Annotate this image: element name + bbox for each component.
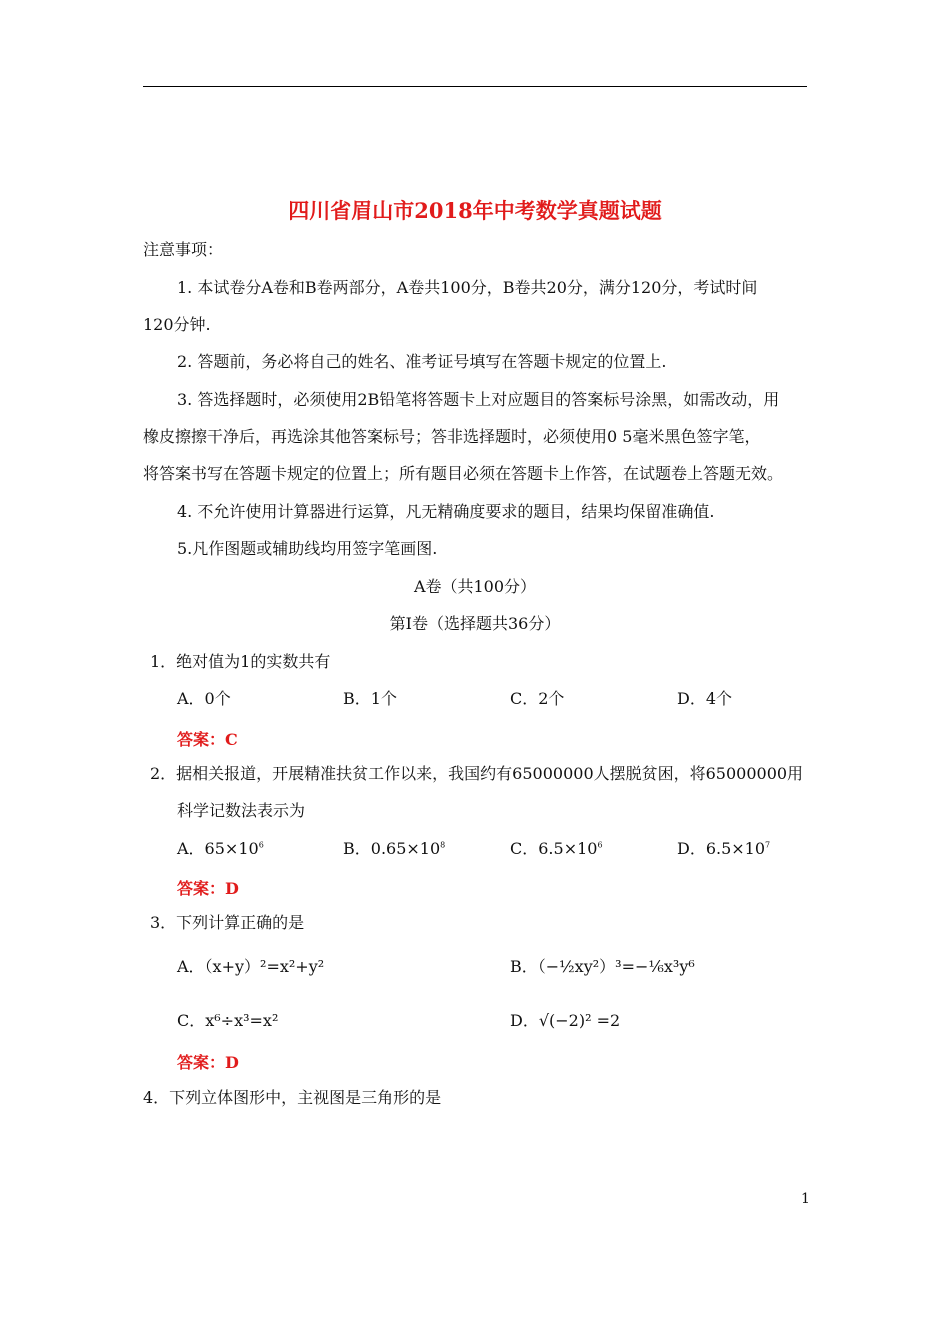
question-3-option-c: C．x⁶÷x³=x² bbox=[177, 1011, 279, 1030]
question-3-option-d: D．√(−2)² =2 bbox=[510, 1011, 621, 1030]
section-a-heading: A卷（共100分） bbox=[413, 577, 537, 596]
notice-item-1-line-1: 1. 本试卷分A卷和B卷两部分，A卷共100分，B卷共20分，满分120分，考试时间 bbox=[177, 278, 758, 297]
question-2-option-a: A．$65\times 10^6$ bbox=[177, 839, 264, 858]
document-title: 四川省眉山市2018年中考数学真题试题 bbox=[288, 198, 662, 223]
question-1-answer: 答案：C bbox=[177, 730, 238, 749]
question-1-option-d: D．4个 bbox=[677, 689, 733, 708]
question-3-option-a: A．（x+y）²=x²+y² bbox=[177, 957, 325, 976]
question-3-answer: 答案：D bbox=[177, 1053, 239, 1072]
page-number: 1 bbox=[801, 1191, 810, 1207]
question-2-stem-line-2: 科学记数法表示为 bbox=[177, 801, 306, 820]
notice-item-2: 2. 答题前，务必将自己的姓名、准考证号填写在答题卡规定的位置上. bbox=[177, 352, 667, 371]
question-1-option-c: C．2个 bbox=[510, 689, 565, 708]
question-1-stem: 1．绝对值为1的实数共有 bbox=[150, 652, 331, 671]
question-3-stem: 3．下列计算正确的是 bbox=[150, 913, 305, 932]
question-2-option-c: C．$6.5\times 10^6$ bbox=[510, 839, 603, 858]
notice-item-3-line-2: 橡皮擦擦干净后，再选涂其他答案标号；答非选择题时，必须使用0 5毫米黑色签字笔， bbox=[143, 427, 761, 446]
question-1-option-a: A．0个 bbox=[177, 689, 231, 708]
notice-item-4: 4. 不允许使用计算器进行运算，凡无精确度要求的题目，结果均保留准确值. bbox=[177, 502, 715, 521]
header-rule bbox=[143, 86, 807, 87]
notice-heading: 注意事项： bbox=[143, 240, 224, 259]
question-1-option-b: B．1个 bbox=[343, 689, 397, 708]
notice-item-3-line-3: 将答案书写在答题卡规定的位置上；所有题目必须在答题卡上作答，在试题卷上答题无效。 bbox=[143, 464, 784, 483]
question-2-answer: 答案：D bbox=[177, 879, 239, 898]
question-2-option-b: B．$0.65\times 10^8$ bbox=[343, 839, 446, 858]
section-i-heading: 第Ⅰ卷（选择题共36分） bbox=[389, 614, 561, 633]
question-2-stem-line-1: 2．据相关报道，开展精准扶贫工作以来，我国约有65000000人摆脱贫困，将65000000用 bbox=[150, 764, 804, 783]
notice-item-3-line-1: 3. 答选择题时，必须使用2B铅笔将答题卡上对应题目的答案标号涂黑，如需改动，用 bbox=[177, 390, 780, 409]
question-3-option-b: B．（−½xy²）³=−⅙x³y⁶ bbox=[510, 957, 695, 976]
notice-item-1-line-2: 120分钟. bbox=[143, 315, 211, 334]
question-4-stem: 4．下列立体图形中，主视图是三角形的是 bbox=[143, 1088, 442, 1107]
notice-item-5: 5.凡作图题或辅助线均用签字笔画图. bbox=[177, 539, 438, 558]
question-2-option-d: D．$6.5\times 10^7$ bbox=[677, 839, 771, 858]
